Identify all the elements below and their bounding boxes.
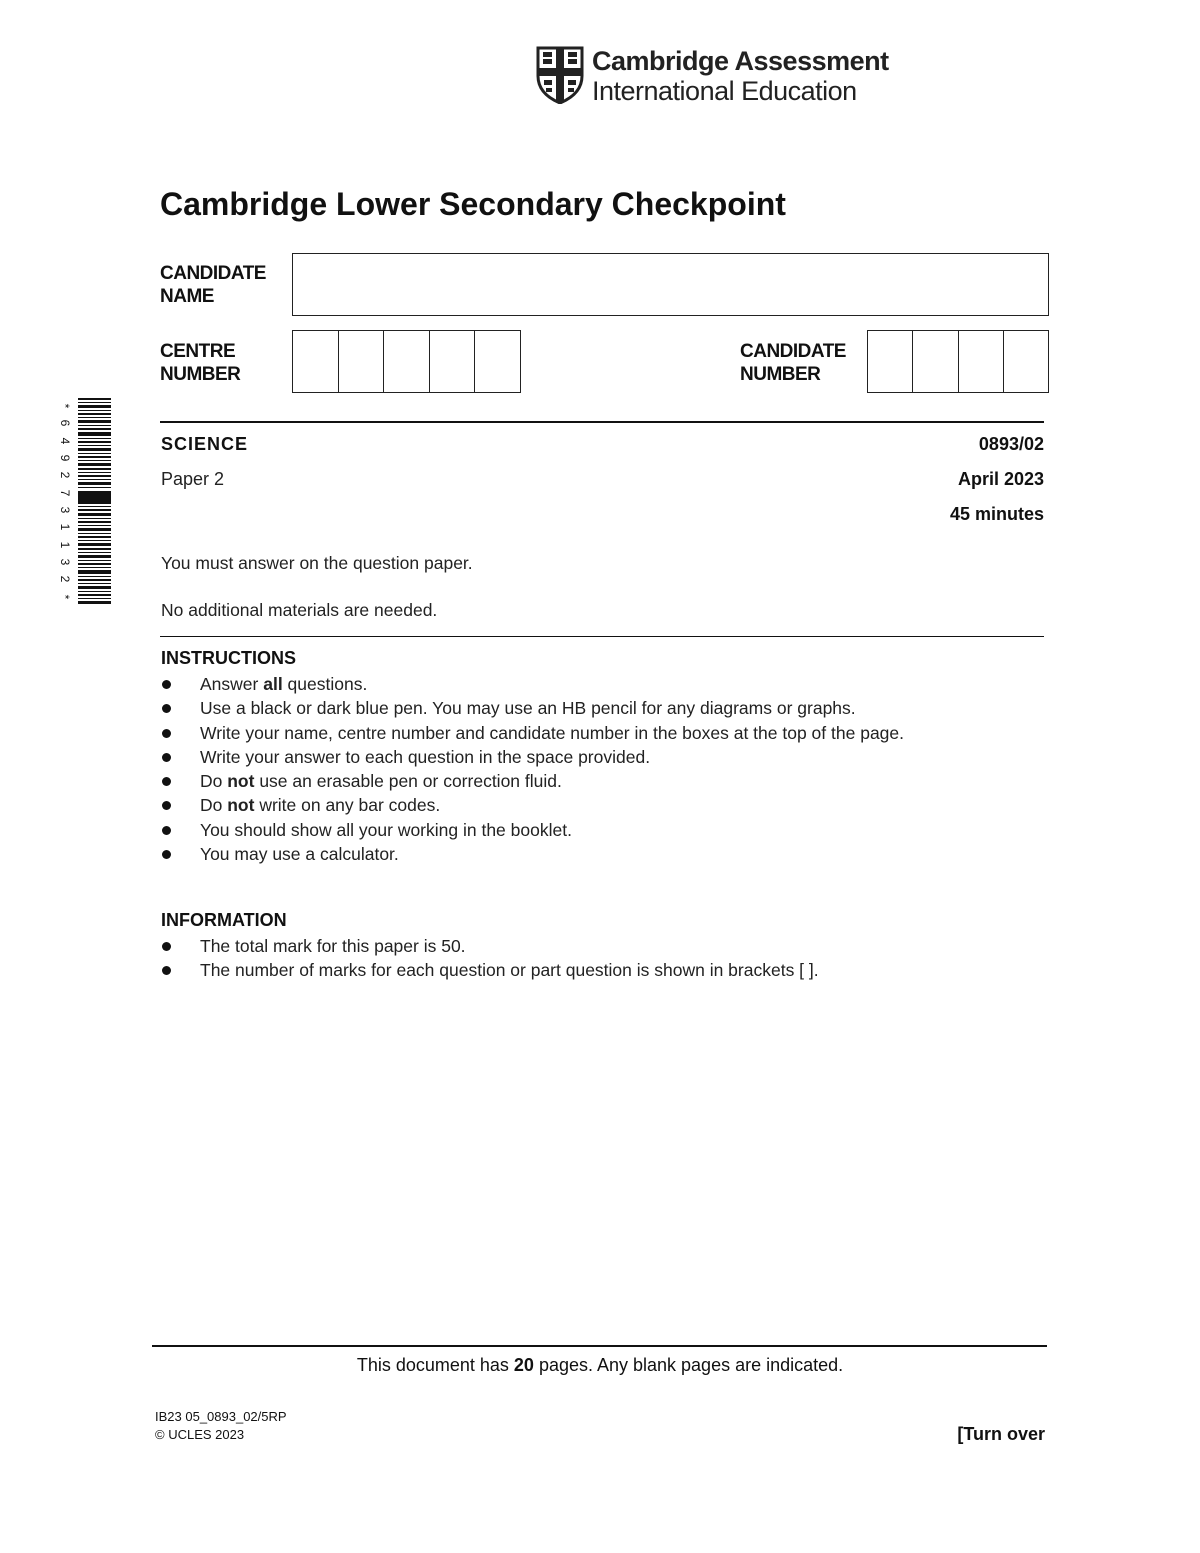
bullet-icon xyxy=(162,850,171,859)
answer-note: You must answer on the question paper. xyxy=(161,553,473,573)
list-item xyxy=(161,672,904,696)
list-item xyxy=(161,842,904,866)
centre-number-label-line-2: NUMBER xyxy=(160,364,241,385)
instruction-text: You should show all your working in the booklet. xyxy=(200,819,572,840)
candidate-name-field[interactable] xyxy=(292,253,1049,316)
page-count-number: 20 xyxy=(513,1355,534,1375)
list-item xyxy=(161,793,904,817)
instruction-emphasis: all xyxy=(263,674,283,694)
information-text: The number of marks for each question or part question is shown in brackets [ ]. xyxy=(200,960,819,981)
page-count-note xyxy=(0,1355,1200,1376)
bullet-icon xyxy=(162,753,171,762)
candidate-name-label xyxy=(160,262,266,308)
list-item xyxy=(161,934,819,958)
candidate-name-label-line-2: NAME xyxy=(160,286,214,307)
barcode-character: 9 xyxy=(58,454,72,462)
candidate-number-boxes xyxy=(867,330,1049,393)
centre-number-digit-box[interactable] xyxy=(430,331,476,392)
paper-number: Paper 2 xyxy=(161,469,225,489)
barcode-character: 2 xyxy=(58,575,72,583)
instructions-divider xyxy=(160,636,1044,637)
candidate-number-label-line-2: NUMBER xyxy=(740,364,821,385)
information-list xyxy=(161,934,819,983)
exam-session: April 2023 xyxy=(957,469,1044,489)
centre-number-label xyxy=(160,340,240,386)
logo-line-1: Cambridge Assessment xyxy=(592,46,889,76)
barcode-character: 3 xyxy=(58,506,72,514)
copyright: © UCLES 2023 xyxy=(155,1427,245,1442)
exam-duration: 45 minutes xyxy=(949,504,1044,524)
centre-number-boxes xyxy=(292,330,521,393)
instruction-emphasis: not xyxy=(227,795,255,816)
barcode-character: 2 xyxy=(58,471,72,479)
instructions-list xyxy=(161,672,904,866)
barcode-character: * xyxy=(58,594,72,599)
list-item xyxy=(161,769,904,793)
candidate-number-digit-box[interactable] xyxy=(959,331,1004,392)
barcode-character: 1 xyxy=(58,523,72,531)
bullet-icon xyxy=(162,680,171,689)
instruction-text: Write your name, centre number and candidate number in the boxes at the top of the page. xyxy=(200,722,904,743)
instruction-text: use an erasable pen or correction fluid. xyxy=(254,771,562,792)
instruction-text: Use a black or dark blue pen. You may use an HB pencil for any diagrams or graphs. xyxy=(200,698,856,719)
bullet-icon xyxy=(162,826,171,835)
logo-line-2: International Education xyxy=(592,76,857,106)
centre-number-digit-box[interactable] xyxy=(384,331,430,392)
instruction-text: Answer xyxy=(200,674,264,694)
information-heading: INFORMATION xyxy=(161,910,287,930)
centre-number-digit-box[interactable] xyxy=(293,331,339,392)
syllabus-code: 0893/02 xyxy=(978,434,1044,454)
document-code-block xyxy=(155,1408,287,1444)
instruction-text: write on any bar codes. xyxy=(254,795,441,816)
document-code: IB23 05_0893_02/5RP xyxy=(155,1409,287,1424)
centre-number-digit-box[interactable] xyxy=(475,331,520,392)
bullet-icon xyxy=(162,966,171,975)
instruction-text: Write your answer to each question in the space provided. xyxy=(200,746,651,767)
page-count-text: This document has xyxy=(356,1355,514,1375)
instruction-text: Do xyxy=(200,795,228,816)
cambridge-shield-icon xyxy=(536,46,584,104)
instruction-text: You may use a calculator. xyxy=(200,844,399,865)
subject: SCIENCE xyxy=(161,434,249,454)
information-text: The total mark for this paper is 50. xyxy=(200,936,466,956)
list-item xyxy=(161,958,819,982)
candidate-number-label-line-1: CANDIDATE xyxy=(740,341,846,362)
centre-number-label-line-1: CENTRE xyxy=(160,341,236,362)
candidate-number-digit-box[interactable] xyxy=(913,331,958,392)
barcode-character: 1 xyxy=(58,541,72,548)
candidate-number-digit-box[interactable] xyxy=(1004,331,1048,392)
centre-number-digit-box[interactable] xyxy=(339,331,385,392)
barcode-character: 7 xyxy=(58,489,72,496)
cambridge-logo xyxy=(536,46,889,106)
bullet-icon xyxy=(162,729,171,738)
header-divider xyxy=(160,421,1044,423)
footer-divider xyxy=(152,1345,1047,1347)
bullet-icon xyxy=(162,942,171,951)
list-item xyxy=(161,696,904,720)
barcode-character: 3 xyxy=(58,558,72,566)
bullet-icon xyxy=(162,777,171,786)
list-item xyxy=(161,818,904,842)
page-count-text: pages. Any blank pages are indicated. xyxy=(533,1355,844,1375)
barcode xyxy=(58,398,113,606)
instruction-text: Do xyxy=(200,771,228,792)
turn-over-label: [Turn over xyxy=(957,1424,1045,1444)
candidate-number-digit-box[interactable] xyxy=(868,331,913,392)
instruction-text: questions. xyxy=(282,674,368,694)
bullet-icon xyxy=(162,801,171,810)
page-title: Cambridge Lower Secondary Checkpoint xyxy=(160,186,786,222)
candidate-number-label xyxy=(740,340,846,386)
instructions-heading: INSTRUCTIONS xyxy=(161,648,296,668)
candidate-name-label-line-1: CANDIDATE xyxy=(160,263,266,284)
barcode-character: * xyxy=(58,403,72,409)
barcode-character: 4 xyxy=(58,437,72,444)
barcode-character: 6 xyxy=(58,419,72,427)
list-item xyxy=(161,721,904,745)
instruction-emphasis: not xyxy=(227,771,255,792)
list-item xyxy=(161,745,904,769)
bullet-icon xyxy=(162,704,171,713)
materials-note: No additional materials are needed. xyxy=(161,600,438,620)
